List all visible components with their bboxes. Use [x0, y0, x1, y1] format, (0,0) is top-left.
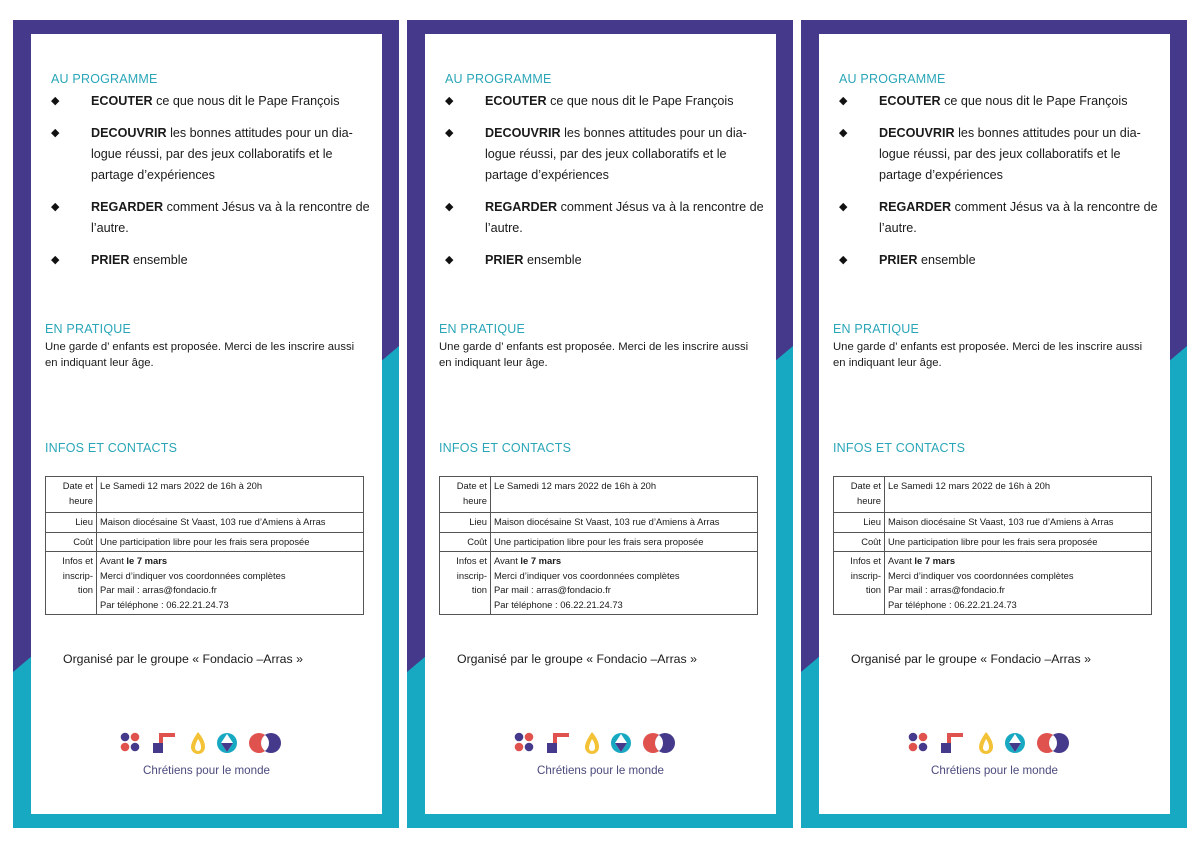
table-row: [834, 513, 1152, 533]
cout-label: Coût: [834, 532, 885, 552]
cout-label: Coût: [440, 532, 491, 552]
table-row: [834, 532, 1152, 552]
flyer-panel: [407, 20, 793, 828]
diamond-bullet-icon: ◆: [839, 95, 848, 107]
fondacio-logo: [119, 731, 289, 755]
diamond-bullet-icon: ◆: [51, 201, 60, 213]
list-item: [51, 91, 371, 112]
lieu-value: Maison diocésaine St Vaast, 103 rue d’Amiens à Arras: [885, 513, 1152, 533]
table-row: [46, 513, 364, 533]
four-dots-icon: [909, 733, 928, 752]
item-keyword: DECOUVRIR: [485, 126, 561, 140]
item-text: les bonnes attitudes pour un dia-logue réussi, par des jeux collaboratifs et le partage d’expériences: [485, 126, 747, 182]
list-item: [839, 123, 1159, 186]
flyer-panel: [13, 20, 399, 828]
item-text: comment Jésus va à la rencontre de l’autre.: [91, 200, 370, 235]
list-item: [51, 250, 371, 271]
item-text: ensemble: [917, 253, 976, 267]
list-item: [51, 123, 371, 186]
deadline-line: Avant le 7 mars: [494, 555, 562, 566]
panel-content: [425, 34, 776, 814]
inscription-value: [491, 552, 758, 615]
compass-diamond-icon: [611, 733, 631, 753]
list-item: [445, 197, 765, 239]
list-item: [839, 197, 1159, 239]
item-text: ce que nous dit le Pape François: [546, 94, 734, 108]
cout-value: Une participation libre pour les frais sera proposée: [97, 532, 364, 552]
coordinates-note: Merci d’indiquer vos coordonnées complètes: [888, 569, 1074, 581]
email-contact: Par mail : arras@fondacio.fr: [888, 584, 1005, 595]
item-text: comment Jésus va à la rencontre de l’autre.: [485, 200, 764, 235]
programme-list: [445, 91, 765, 282]
nested-squares-icon: [153, 733, 175, 753]
flyer-panel: [801, 20, 1187, 828]
diamond-bullet-icon: ◆: [839, 127, 848, 139]
item-keyword: ECOUTER: [879, 94, 941, 108]
four-dots-icon: [515, 733, 534, 752]
date-value: Le Samedi 12 mars 2022 de 16h à 20h: [97, 477, 364, 513]
date-value: Le Samedi 12 mars 2022 de 16h à 20h: [885, 477, 1152, 513]
lieu-label: Lieu: [440, 513, 491, 533]
tagline: Chrétiens pour le monde: [143, 764, 270, 777]
pratique-heading: EN PRATIQUE: [45, 322, 132, 336]
diamond-bullet-icon: ◆: [839, 201, 848, 213]
organizer-line: Organisé par le groupe « Fondacio –Arras »: [63, 652, 303, 666]
phone-contact: Par téléphone : 06.22.21.24.73: [494, 598, 623, 610]
infos-heading: INFOS ET CONTACTS: [439, 441, 572, 455]
email-contact: Par mail : arras@fondacio.fr: [100, 584, 217, 595]
flame-icon: [585, 732, 599, 754]
table-row: [440, 552, 758, 615]
table-row: [440, 532, 758, 552]
info-table: [833, 476, 1152, 615]
item-text: ce que nous dit le Pape François: [152, 94, 340, 108]
table-row: [46, 532, 364, 552]
overlapping-circles-icon: [1037, 733, 1069, 753]
table-row: [440, 513, 758, 533]
programme-list: [839, 91, 1159, 282]
panel-content: [31, 34, 382, 814]
item-keyword: PRIER: [91, 253, 130, 267]
overlapping-circles-icon: [249, 733, 281, 753]
date-label: Date et heure: [440, 477, 491, 513]
tagline: Chrétiens pour le monde: [931, 764, 1058, 777]
diamond-bullet-icon: ◆: [51, 95, 60, 107]
item-keyword: REGARDER: [485, 200, 558, 214]
item-text: comment Jésus va à la rencontre de l’autre.: [879, 200, 1158, 235]
pratique-heading: EN PRATIQUE: [439, 322, 526, 336]
list-item: [51, 197, 371, 239]
infos-heading: INFOS ET CONTACTS: [833, 441, 966, 455]
table-row: [46, 477, 364, 513]
diamond-bullet-icon: ◆: [51, 254, 60, 266]
info-table: [45, 476, 364, 615]
deadline-line: Avant le 7 mars: [100, 555, 168, 566]
date-value: Le Samedi 12 mars 2022 de 16h à 20h: [491, 477, 758, 513]
tagline: Chrétiens pour le monde: [537, 764, 664, 777]
date-label: Date et heure: [834, 477, 885, 513]
lieu-label: Lieu: [46, 513, 97, 533]
organizer-line: Organisé par le groupe « Fondacio –Arras »: [457, 652, 697, 666]
item-keyword: DECOUVRIR: [91, 126, 167, 140]
pratique-text: Une garde d’ enfants est proposée. Merci de les inscrire aussi en indiquant leur âge.: [439, 341, 749, 369]
nested-squares-icon: [941, 733, 963, 753]
cout-value: Une participation libre pour les frais sera proposée: [885, 532, 1152, 552]
item-keyword: REGARDER: [91, 200, 164, 214]
table-row: [834, 477, 1152, 513]
diamond-bullet-icon: ◆: [839, 254, 848, 266]
deadline-line: Avant le 7 mars: [888, 555, 956, 566]
table-row: [46, 552, 364, 615]
inscription-value: [97, 552, 364, 615]
inscription-value: [885, 552, 1152, 615]
diamond-bullet-icon: ◆: [445, 127, 454, 139]
item-keyword: REGARDER: [879, 200, 952, 214]
item-keyword: PRIER: [879, 253, 918, 267]
pratique-heading: EN PRATIQUE: [833, 322, 920, 336]
inscription-label: Infos et inscrip-tion: [46, 552, 97, 615]
cout-value: Une participation libre pour les frais sera proposée: [491, 532, 758, 552]
flame-icon: [979, 732, 993, 754]
info-table: [439, 476, 758, 615]
four-dots-icon: [121, 733, 140, 752]
panel-content: [819, 34, 1170, 814]
diamond-bullet-icon: ◆: [51, 127, 60, 139]
coordinates-note: Merci d’indiquer vos coordonnées complètes: [100, 569, 286, 581]
item-keyword: ECOUTER: [485, 94, 547, 108]
organizer-line: Organisé par le groupe « Fondacio –Arras »: [851, 652, 1091, 666]
diamond-bullet-icon: ◆: [445, 254, 454, 266]
item-text: les bonnes attitudes pour un dia-logue réussi, par des jeux collaboratifs et le partage d’expériences: [91, 126, 353, 182]
list-item: [839, 250, 1159, 271]
email-contact: Par mail : arras@fondacio.fr: [494, 584, 611, 595]
item-text: ensemble: [523, 253, 582, 267]
item-text: les bonnes attitudes pour un dia-logue réussi, par des jeux collaboratifs et le partage d’expériences: [879, 126, 1141, 182]
list-item: [445, 250, 765, 271]
pratique-text: Une garde d’ enfants est proposée. Merci de les inscrire aussi en indiquant leur âge.: [45, 341, 355, 369]
list-item: [839, 91, 1159, 112]
date-label: Date et heure: [46, 477, 97, 513]
cout-label: Coût: [46, 532, 97, 552]
lieu-value: Maison diocésaine St Vaast, 103 rue d’Amiens à Arras: [491, 513, 758, 533]
phone-contact: Par téléphone : 06.22.21.24.73: [100, 598, 229, 610]
list-item: [445, 123, 765, 186]
item-text: ce que nous dit le Pape François: [940, 94, 1128, 108]
diamond-bullet-icon: ◆: [445, 201, 454, 213]
coordinates-note: Merci d’indiquer vos coordonnées complètes: [494, 569, 680, 581]
inscription-label: Infos et inscrip-tion: [834, 552, 885, 615]
programme-heading: AU PROGRAMME: [51, 72, 158, 86]
infos-heading: INFOS ET CONTACTS: [45, 441, 178, 455]
overlapping-circles-icon: [643, 733, 675, 753]
item-keyword: PRIER: [485, 253, 524, 267]
phone-contact: Par téléphone : 06.22.21.24.73: [888, 598, 1017, 610]
item-keyword: DECOUVRIR: [879, 126, 955, 140]
fondacio-logo: [907, 731, 1077, 755]
lieu-label: Lieu: [834, 513, 885, 533]
table-row: [834, 552, 1152, 615]
pratique-text: Une garde d’ enfants est proposée. Merci de les inscrire aussi en indiquant leur âge.: [833, 341, 1143, 369]
inscription-label: Infos et inscrip-tion: [440, 552, 491, 615]
lieu-value: Maison diocésaine St Vaast, 103 rue d’Amiens à Arras: [97, 513, 364, 533]
nested-squares-icon: [547, 733, 569, 753]
item-text: ensemble: [129, 253, 188, 267]
programme-heading: AU PROGRAMME: [839, 72, 946, 86]
compass-diamond-icon: [1005, 733, 1025, 753]
item-keyword: ECOUTER: [91, 94, 153, 108]
compass-diamond-icon: [217, 733, 237, 753]
flame-icon: [191, 732, 205, 754]
table-row: [440, 477, 758, 513]
list-item: [445, 91, 765, 112]
programme-heading: AU PROGRAMME: [445, 72, 552, 86]
programme-list: [51, 91, 371, 282]
fondacio-logo: [513, 731, 683, 755]
diamond-bullet-icon: ◆: [445, 95, 454, 107]
